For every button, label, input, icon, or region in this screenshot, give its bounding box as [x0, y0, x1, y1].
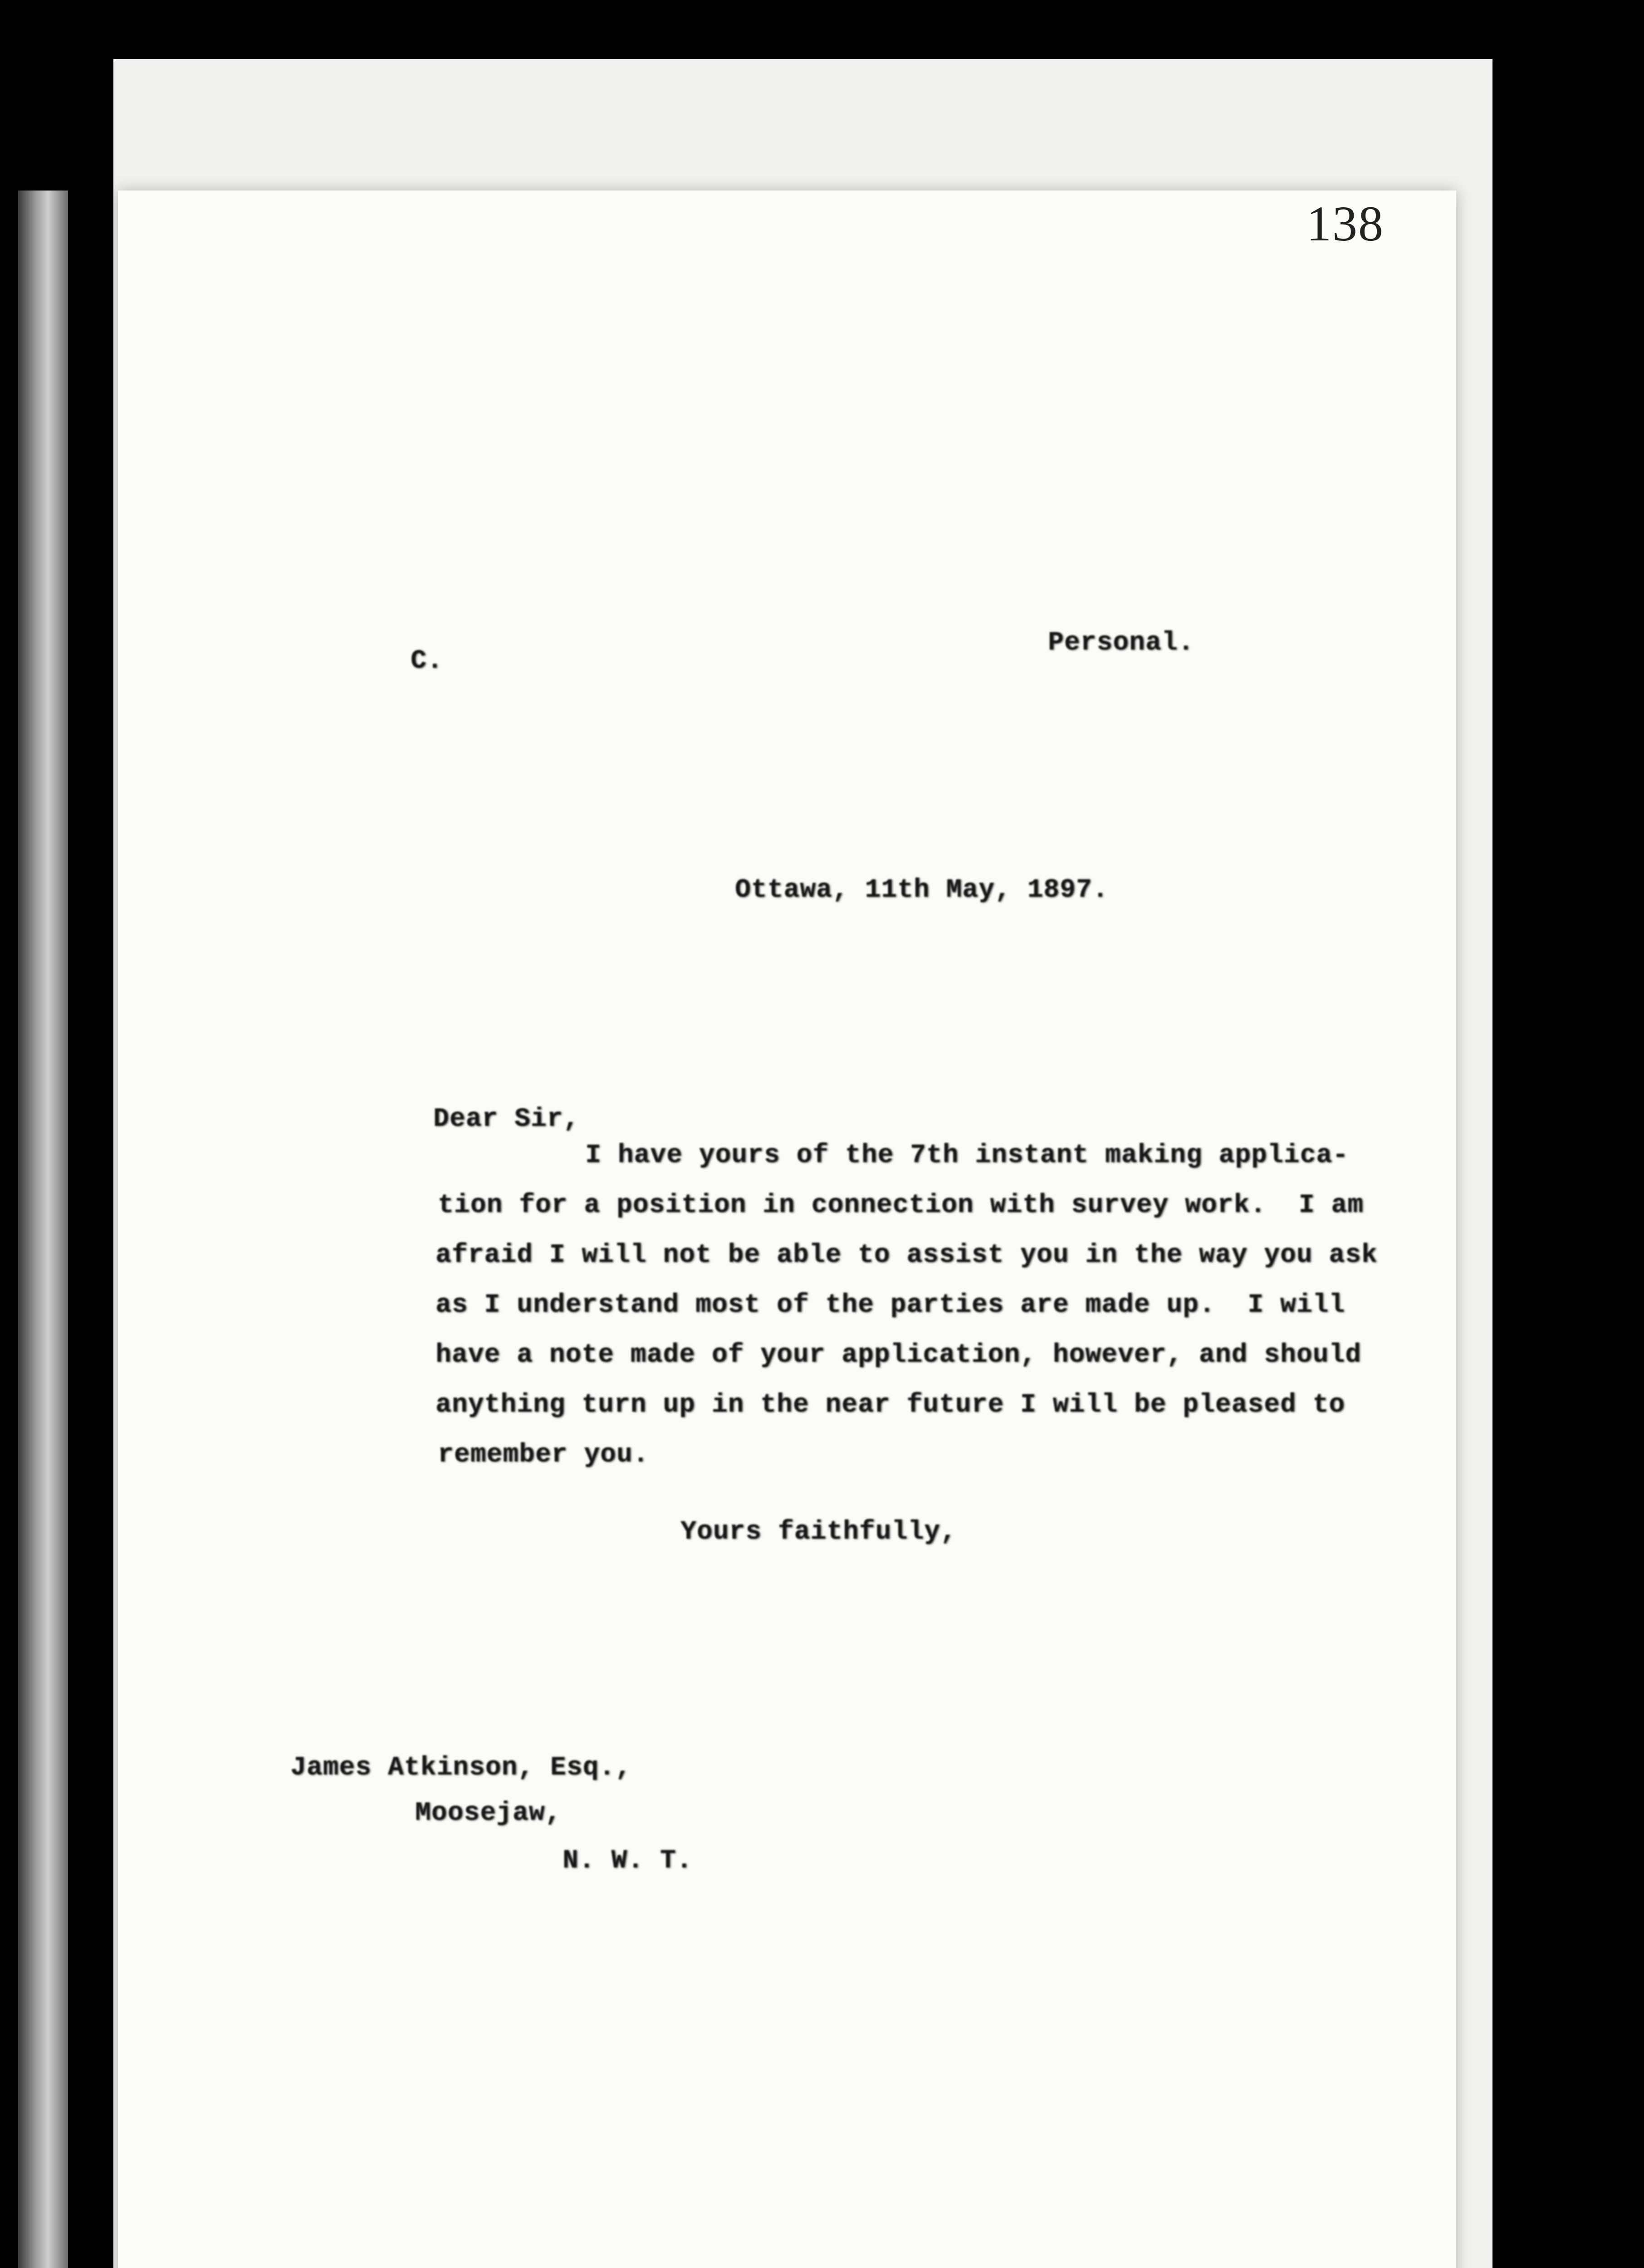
recipient-territory: N. W. T. — [563, 1846, 693, 1876]
letter-page — [118, 191, 1456, 2268]
closing: Yours faithfully, — [680, 1517, 957, 1547]
body-line: I have yours of the 7th instant making applica- — [585, 1141, 1349, 1170]
film-edge-strip — [18, 191, 68, 2268]
body-line: tion for a position in connection with survey work. I am — [438, 1191, 1364, 1220]
body-line: anything turn up in the near future I will be pleased to — [435, 1390, 1346, 1420]
salutation: Dear Sir, — [433, 1105, 580, 1134]
recipient-name: James Atkinson, Esq., — [290, 1753, 631, 1783]
file-mark: C. — [411, 646, 443, 676]
archive-page-number: 138 — [1306, 196, 1384, 251]
body-line: as I understand most of the parties are made up. I will — [435, 1290, 1346, 1320]
body-line: have a note made of your application, however, and should — [435, 1340, 1361, 1370]
body-line: remember you. — [438, 1440, 649, 1470]
body-line: afraid I will not be able to assist you in the way you ask — [435, 1241, 1378, 1270]
recipient-town: Moosejaw, — [415, 1799, 562, 1828]
dateline: Ottawa, 11th May, 1897. — [735, 875, 1109, 905]
personal-marking: Personal. — [1048, 628, 1194, 658]
